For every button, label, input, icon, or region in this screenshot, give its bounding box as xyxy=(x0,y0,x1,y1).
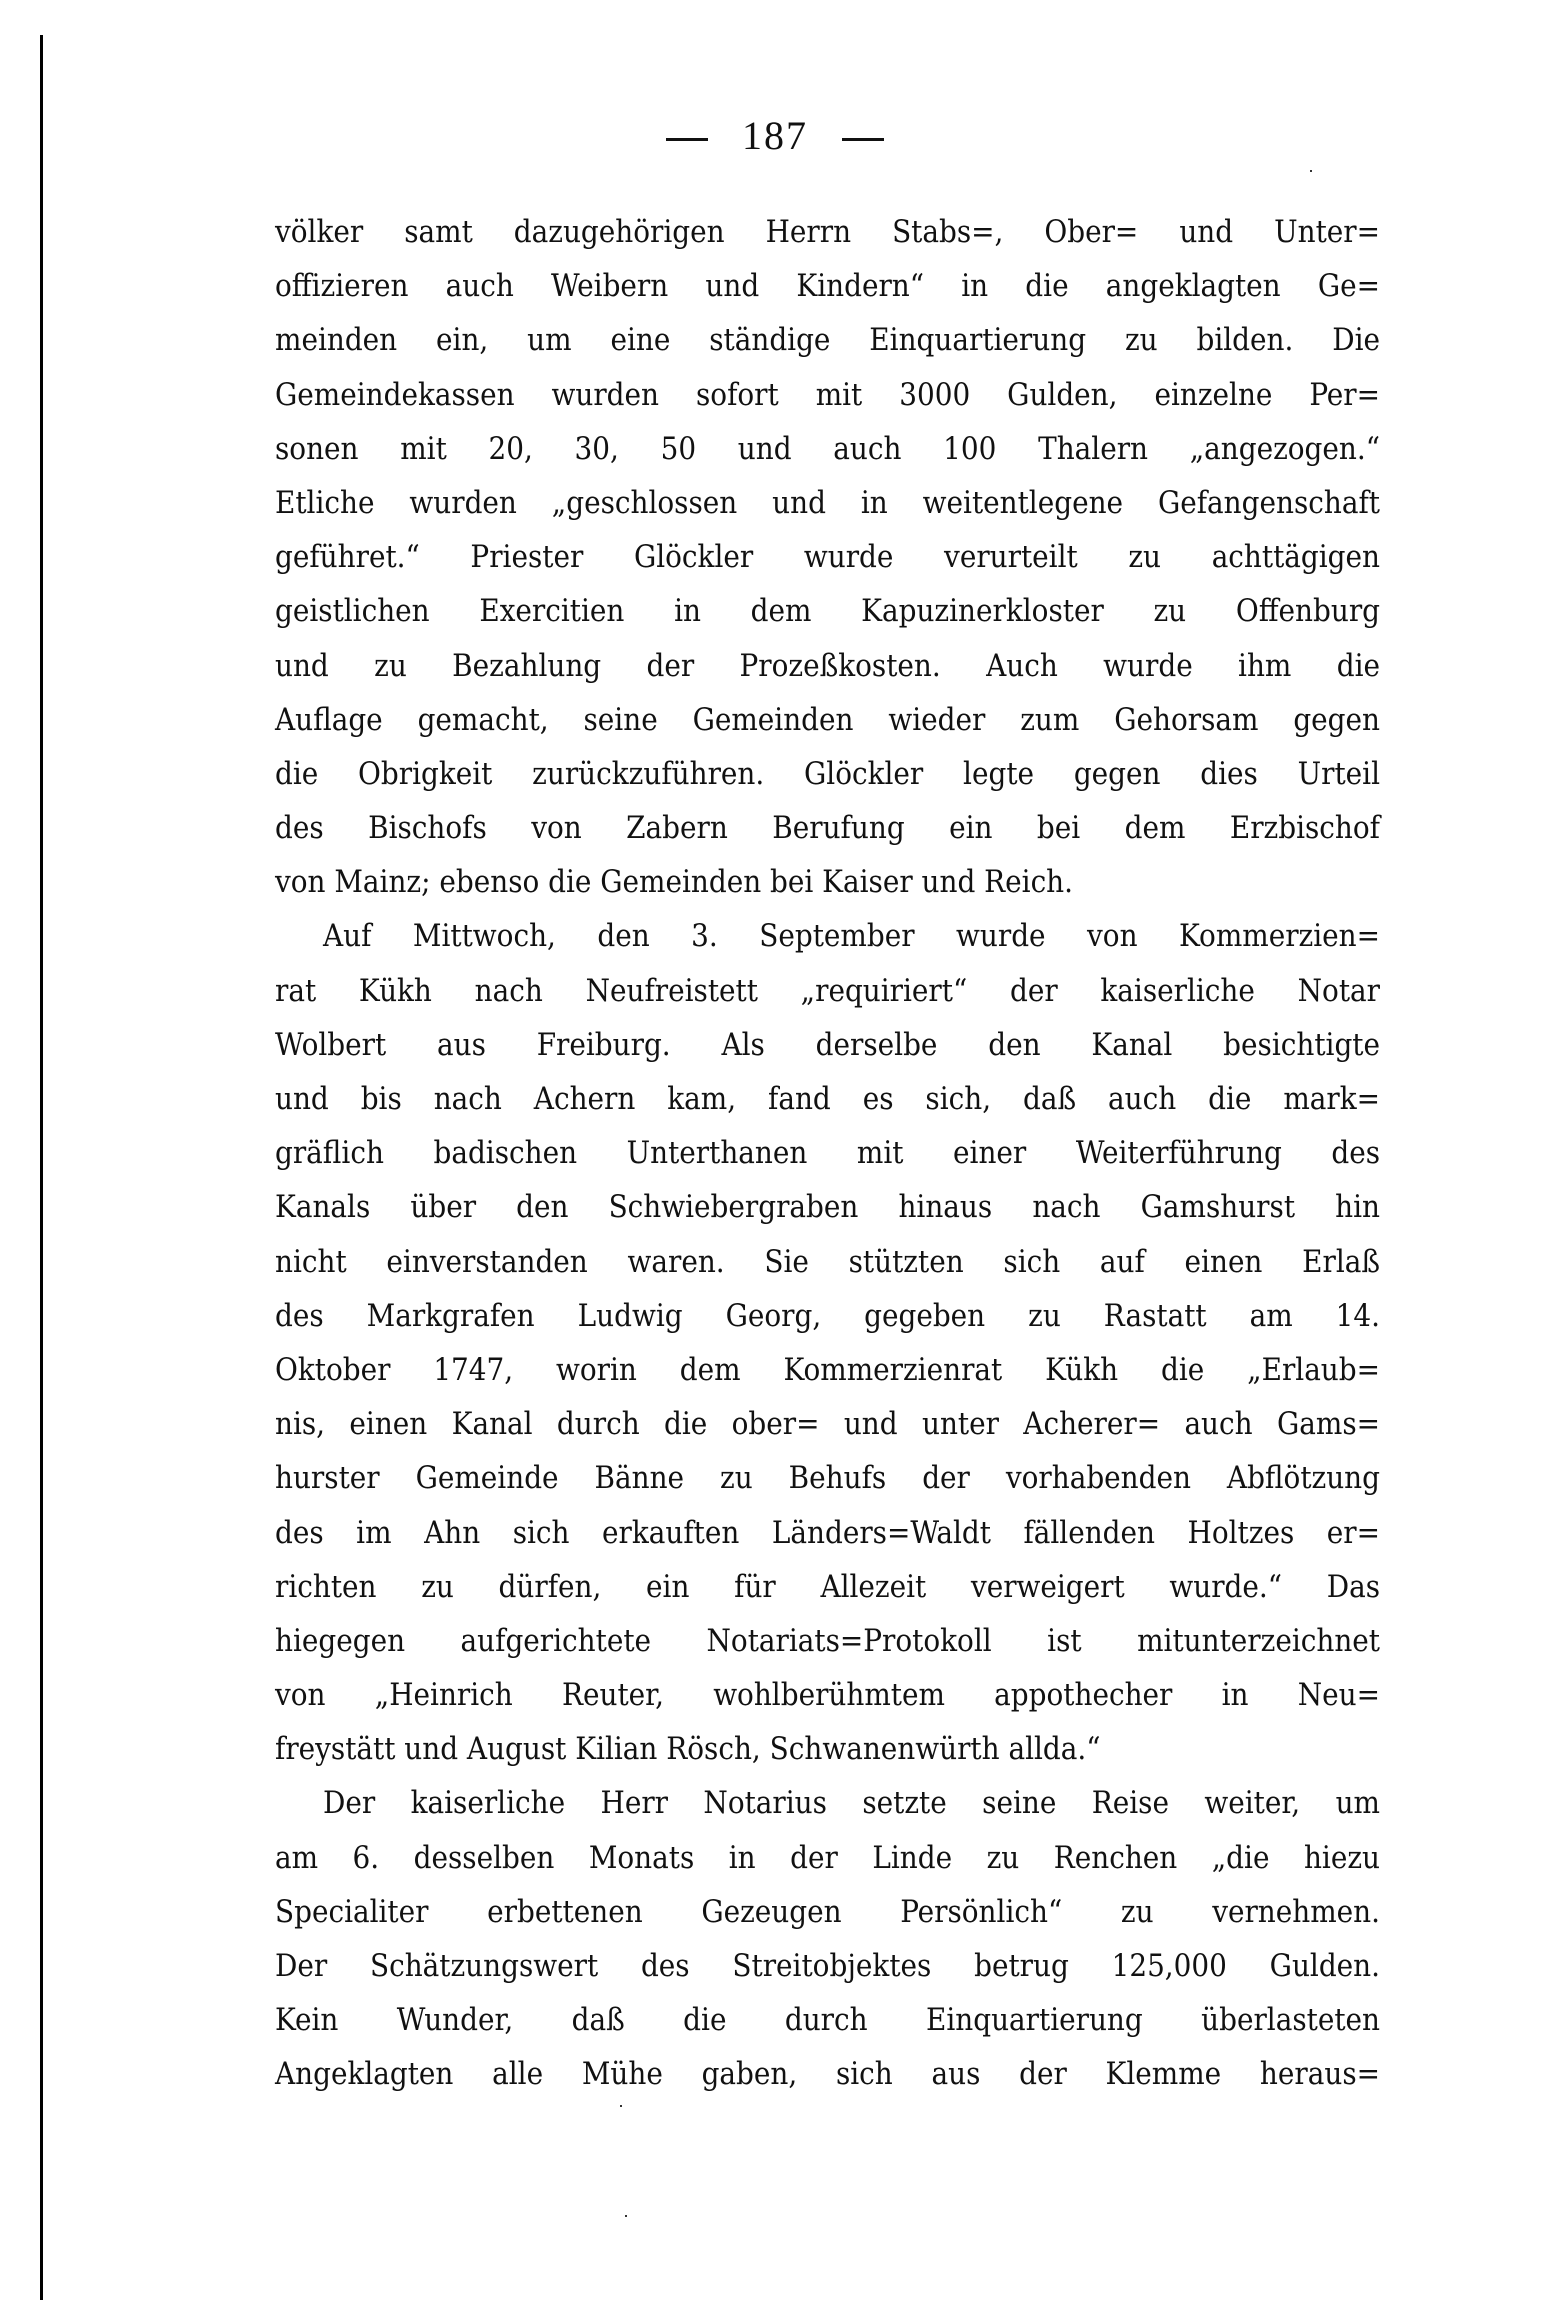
text-line: richten zu dürfen, ein für Allezeit verweigert wurde.“ Das xyxy=(275,1568,1380,1605)
text-line: und zu Bezahlung der Prozeßkosten. Auch wurde ihm die xyxy=(275,647,1380,684)
text-line: Etliche wurden „geschlossen und in weitentlegene Gefangenschaft xyxy=(275,484,1380,521)
text-line: Angeklagten alle Mühe gaben, sich aus der Klemme heraus= xyxy=(275,2056,1380,2093)
scan-speck xyxy=(1310,170,1312,172)
text-line: des Bischofs von Zabern Berufung ein bei dem Erzbischof xyxy=(275,810,1380,847)
text-line: rat Kükh nach Neufreistett „requiriert“ der kaiserliche Notar xyxy=(275,972,1380,1009)
paragraph-3 xyxy=(275,1776,1380,2101)
text-line: Der kaiserliche Herr Notarius setzte seine Reise weiter, um xyxy=(323,1785,1380,1822)
page-number-header xyxy=(0,112,1550,159)
paragraph-1 xyxy=(275,205,1380,909)
text-line: von Mainz; ebenso die Gemeinden bei Kaiser und Reich. xyxy=(275,864,1074,901)
text-line: Der Schätzungswert des Streitobjektes betrug 125,000 Gulden. xyxy=(275,1948,1380,1984)
text-line: des im Ahn sich erkauften Länders=Waldt fällenden Holtzes er= xyxy=(275,1514,1380,1551)
text-line: gräflich badischen Unterthanen mit einer Weiterführung des xyxy=(275,1135,1380,1172)
dash-left xyxy=(666,138,708,141)
text-line: Kein Wunder, daß die durch Einquartierung überlasteten xyxy=(275,2002,1380,2039)
text-line: sonen mit 20, 30, 50 und auch 100 Thalern „angezogen.“ xyxy=(275,430,1380,467)
text-line: Kanals über den Schwiebergraben hinaus nach Gamshurst hin xyxy=(275,1189,1380,1226)
text-line: Wolbert aus Freiburg. Als derselbe den Kanal besichtigte xyxy=(275,1026,1380,1063)
text-line: Gemeindekassen wurden sofort mit 3000 Gulden, einzelne Per= xyxy=(275,376,1380,413)
scan-speck xyxy=(620,2105,622,2107)
text-line: und bis nach Achern kam, fand es sich, daß auch die mark= xyxy=(275,1081,1380,1117)
scan-edge-line xyxy=(40,35,43,2300)
text-line: Auf Mittwoch, den 3. September wurde von Kommerzien= xyxy=(323,918,1380,955)
text-line: die Obrigkeit zurückzuführen. Glöckler legte gegen dies Urteil xyxy=(275,755,1380,792)
text-line: am 6. desselben Monats in der Linde zu Renchen „die hiezu xyxy=(275,1839,1380,1876)
paragraph-2 xyxy=(275,909,1380,1776)
text-line: meinden ein, um eine ständige Einquartierung zu bilden. Die xyxy=(275,322,1380,359)
text-line: völker samt dazugehörigen Herrn Stabs=, Ober= und Unter= xyxy=(275,214,1380,250)
text-line: hurster Gemeinde Bänne zu Behufs der vorhabenden Abflötzung xyxy=(275,1460,1380,1497)
text-line: Specialiter erbettenen Gezeugen Persönlich“ zu vernehmen. xyxy=(275,1893,1380,1930)
scan-speck xyxy=(625,2215,627,2217)
body-text xyxy=(275,205,1380,2102)
dash-right xyxy=(842,138,884,141)
text-line: freystätt und August Kilian Rösch, Schwanenwürth allda.“ xyxy=(275,1731,1101,1768)
text-line: von „Heinrich Reuter, wohlberühmtem appothecher in Neu= xyxy=(275,1677,1380,1714)
text-line: Auflage gemacht, seine Gemeinden wieder zum Gehorsam gegen xyxy=(275,701,1380,738)
text-line: geführet.“ Priester Glöckler wurde verurteilt zu achttägigen xyxy=(275,539,1380,576)
text-line: offizieren auch Weibern und Kindern“ in die angeklagten Ge= xyxy=(275,268,1380,305)
text-line: nicht einverstanden waren. Sie stützten sich auf einen Erlaß xyxy=(275,1243,1380,1280)
text-line: hiegegen aufgerichtete Notariats=Protokoll ist mitunterzeichnet xyxy=(275,1622,1380,1659)
text-line: des Markgrafen Ludwig Georg, gegeben zu Rastatt am 14. xyxy=(275,1297,1380,1334)
text-line: nis, einen Kanal durch die ober= und unter Acherer= auch Gams= xyxy=(275,1406,1380,1443)
text-line: Oktober 1747, worin dem Kommerzienrat Kükh die „Erlaub= xyxy=(275,1351,1380,1388)
page-number: 187 xyxy=(742,113,808,158)
text-line: geistlichen Exercitien in dem Kapuzinerkloster zu Offenburg xyxy=(275,593,1380,630)
